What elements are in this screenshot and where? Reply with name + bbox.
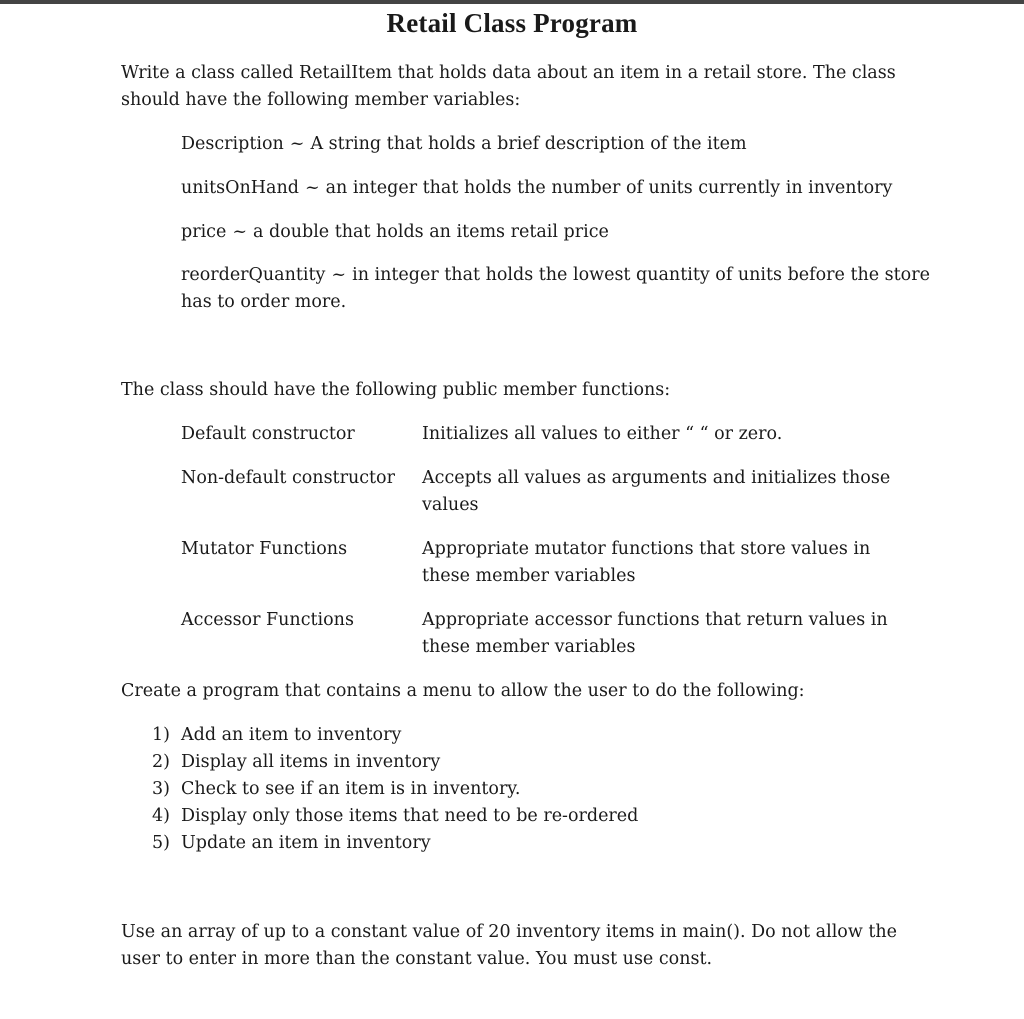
variable-desc-continued: has to order more. xyxy=(181,292,347,312)
member-variable-description xyxy=(181,131,747,158)
variable-separator: ~ xyxy=(232,222,247,242)
variable-name: unitsOnHand xyxy=(181,178,299,198)
closing-line-2: user to enter in more than the constant value. You must use const. xyxy=(121,949,713,969)
function-desc-non-default-constructor xyxy=(422,465,890,519)
variable-desc: in integer that holds the lowest quantity of units before the store xyxy=(352,265,930,285)
variable-desc: a double that holds an items retail price xyxy=(253,222,609,242)
variable-separator: ~ xyxy=(304,178,320,198)
list-text: Add an item to inventory xyxy=(181,725,402,745)
function-name-non-default-constructor: Non-default constructor xyxy=(181,468,395,488)
variable-separator: ~ xyxy=(289,134,305,154)
variable-desc: an integer that holds the number of units currently in inventory xyxy=(325,178,893,198)
menu-list-item xyxy=(152,722,401,749)
menu-list-item xyxy=(152,749,440,776)
variable-separator: ~ xyxy=(331,265,347,285)
variable-desc: A string that holds a brief description of the item xyxy=(310,134,747,154)
menu-list-item xyxy=(152,803,638,830)
intro-line-2: should have the following member variables: xyxy=(121,90,521,110)
list-text: Update an item in inventory xyxy=(181,833,431,853)
function-desc-line: these member variables xyxy=(422,637,636,657)
variable-name: Description xyxy=(181,134,284,154)
list-text: Check to see if an item is in inventory. xyxy=(181,779,521,799)
list-number: 5) xyxy=(152,833,170,853)
list-text: Display only those items that need to be re-ordered xyxy=(181,806,639,826)
menu-list-item xyxy=(152,830,431,857)
list-number: 1) xyxy=(152,725,170,745)
variable-name: price xyxy=(181,222,227,242)
list-number: 4) xyxy=(152,806,170,826)
function-name-accessor: Accessor Functions xyxy=(181,610,354,630)
closing-line-1: Use an array of up to a constant value of 20 inventory items in main(). Do not allow the xyxy=(121,922,898,942)
function-desc-line: Accepts all values as arguments and initializes those xyxy=(422,468,891,488)
function-desc-mutator xyxy=(422,536,870,590)
top-rule xyxy=(0,0,1024,4)
menu-intro: Create a program that contains a menu to allow the user to do the following: xyxy=(121,681,805,701)
menu-list-item xyxy=(152,776,520,803)
functions-intro: The class should have the following public member functions: xyxy=(121,380,671,400)
function-desc-accessor xyxy=(422,607,888,661)
member-variable-price xyxy=(181,219,609,246)
function-desc-line: Appropriate accessor functions that return values in xyxy=(422,610,888,630)
intro-paragraph xyxy=(121,60,901,114)
variable-name: reorderQuantity xyxy=(181,265,326,285)
function-desc-line: values xyxy=(422,495,479,515)
function-desc-line: Appropriate mutator functions that store values in xyxy=(422,539,871,559)
document-title: Retail Class Program xyxy=(386,8,638,38)
member-variable-reorderquantity xyxy=(181,262,930,316)
intro-line-1: Write a class called RetailItem that holds data about an item in a retail store. The class xyxy=(121,63,896,83)
list-number: 3) xyxy=(152,779,170,799)
function-name-default-constructor: Default constructor xyxy=(181,424,355,444)
member-variable-unitsonhand xyxy=(181,175,892,202)
list-number: 2) xyxy=(152,752,170,772)
function-desc-line: these member variables xyxy=(422,566,636,586)
function-desc-default-constructor: Initializes all values to either “ “ or zero. xyxy=(422,424,783,444)
function-name-mutator: Mutator Functions xyxy=(181,539,348,559)
list-text: Display all items in inventory xyxy=(181,752,441,772)
closing-paragraph xyxy=(121,919,897,973)
